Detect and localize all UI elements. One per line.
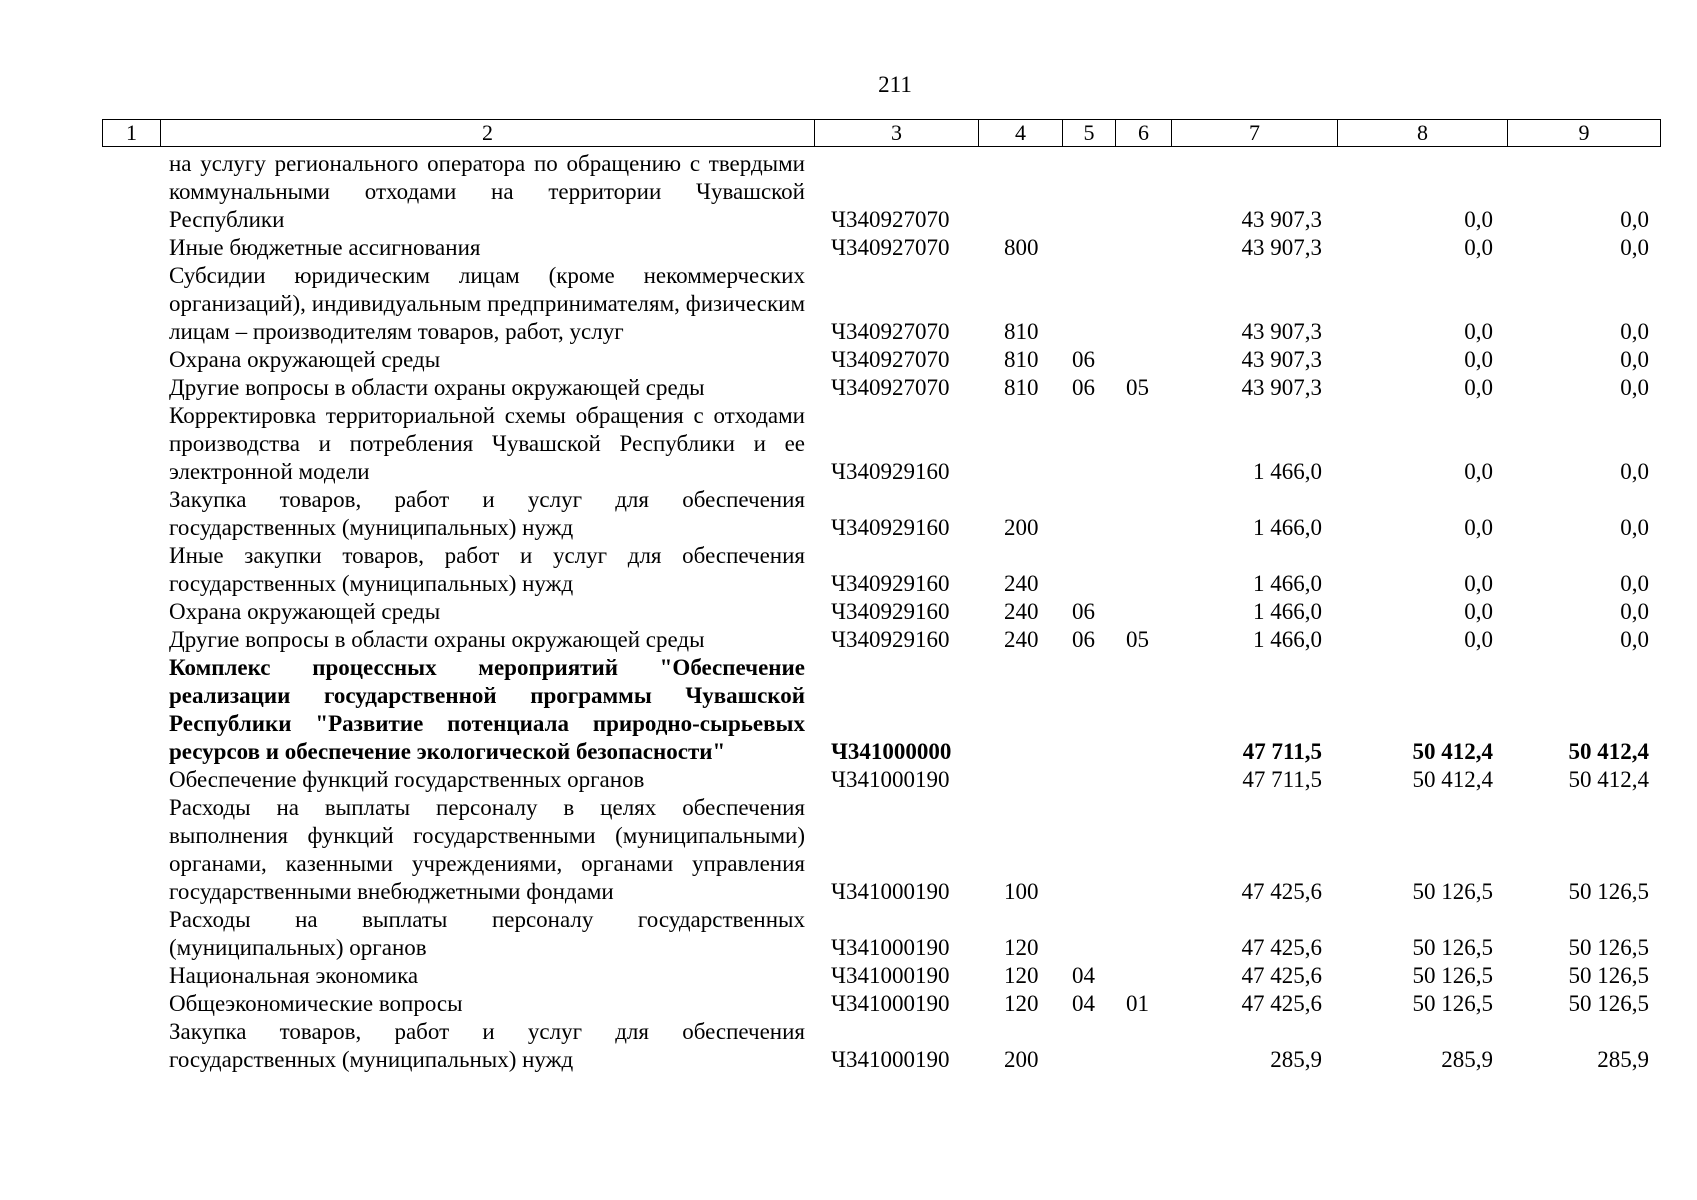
row-amount-3: 0,0: [1620, 627, 1649, 652]
row-target-article: Ч341000190: [831, 879, 950, 904]
row-section: 06: [1072, 347, 1095, 372]
row-target-article: Ч340927070: [831, 319, 950, 344]
row-amount-2: 0,0: [1464, 207, 1493, 232]
header-col-8: 8: [1338, 120, 1508, 146]
table-row: [0, 486, 1697, 542]
row-expense-type: 120: [1004, 991, 1039, 1016]
table-row: [0, 990, 1697, 1018]
row-name: Расходы на выплаты персоналу государственных (муниципальных) органов: [169, 907, 805, 960]
row-amount-2: 50 412,4: [1412, 739, 1493, 764]
table-row: [0, 766, 1697, 794]
table-row: [0, 542, 1697, 598]
row-amount-1: 1 466,0: [1253, 599, 1322, 624]
table-row: [0, 402, 1697, 486]
row-expense-type: 200: [1004, 515, 1039, 540]
row-name: Охрана окружающей среды: [169, 347, 441, 372]
row-amount-3: 50 126,5: [1568, 879, 1649, 904]
row-amount-3: 0,0: [1620, 235, 1649, 260]
row-amount-3: 0,0: [1620, 459, 1649, 484]
row-target-article: Ч340927070: [831, 207, 950, 232]
row-target-article: Ч340929160: [831, 459, 950, 484]
row-amount-3: 50 126,5: [1568, 963, 1649, 988]
row-target-article: Ч341000190: [831, 767, 950, 792]
row-subsection: 05: [1126, 375, 1149, 400]
table-row: [0, 626, 1697, 654]
page-number: 211: [878, 72, 912, 97]
row-amount-1: 47 425,6: [1241, 879, 1322, 904]
row-target-article: Ч341000190: [831, 935, 950, 960]
row-subsection: 05: [1126, 627, 1149, 652]
row-target-article: Ч340929160: [831, 515, 950, 540]
row-subsection: 01: [1126, 991, 1149, 1016]
row-amount-1: 1 466,0: [1253, 571, 1322, 596]
row-amount-1: 1 466,0: [1253, 627, 1322, 652]
row-amount-3: 0,0: [1620, 319, 1649, 344]
table-row: [0, 1018, 1697, 1074]
table-row: [0, 346, 1697, 374]
header-col-9: 9: [1578, 120, 1590, 145]
row-target-article: Ч340929160: [831, 599, 950, 624]
row-amount-3: 50 412,4: [1568, 739, 1649, 764]
row-section: 06: [1072, 599, 1095, 624]
row-expense-type: 120: [1004, 963, 1039, 988]
row-target-article: Ч341000190: [831, 963, 950, 988]
header-col-4: 4: [979, 120, 1063, 146]
row-name: Корректировка территориальной схемы обращения с отходами производства и потребления Чувашской Республики и ее электронной модели: [169, 403, 805, 484]
table-row: [0, 654, 1697, 766]
row-name: Закупка товаров, работ и услуг для обеспечения государственных (муниципальных) нужд: [169, 487, 805, 540]
table-row: [0, 234, 1697, 262]
row-amount-2: 0,0: [1464, 515, 1493, 540]
header-col-5: 5: [1063, 120, 1116, 146]
row-amount-2: 285,9: [1441, 1047, 1493, 1072]
table-body: [0, 150, 1697, 1074]
header-col-2: 2: [161, 120, 815, 146]
row-target-article: Ч340929160: [831, 571, 950, 596]
row-amount-1: 47 425,6: [1241, 963, 1322, 988]
row-name: Закупка товаров, работ и услуг для обеспечения государственных (муниципальных) нужд: [169, 1019, 805, 1072]
row-amount-3: 0,0: [1620, 571, 1649, 596]
row-expense-type: 810: [1004, 347, 1039, 372]
row-name: Национальная экономика: [169, 963, 419, 988]
row-amount-1: 43 907,3: [1241, 347, 1322, 372]
row-amount-2: 0,0: [1464, 627, 1493, 652]
row-expense-type: 100: [1004, 879, 1039, 904]
row-expense-type: 200: [1004, 1047, 1039, 1072]
row-amount-3: 0,0: [1620, 207, 1649, 232]
row-name: на услугу регионального оператора по обращению с твердыми коммунальными отходами на территории Чувашской Республики: [169, 151, 805, 232]
row-name: Комплекс процессных мероприятий "Обеспечение реализации государственной программы Чувашской Республики "Развитие потенциала природно-сырьевых ресурсов и обеспечение экологической безопасности": [169, 655, 805, 764]
row-amount-2: 0,0: [1464, 571, 1493, 596]
row-amount-1: 47 711,5: [1242, 767, 1322, 792]
table-row: [0, 262, 1697, 346]
header-col-6: 6: [1116, 120, 1172, 146]
row-expense-type: 240: [1004, 571, 1039, 596]
row-expense-type: 810: [1004, 375, 1039, 400]
row-expense-type: 810: [1004, 319, 1039, 344]
row-amount-3: 50 126,5: [1568, 991, 1649, 1016]
table-row: [0, 598, 1697, 626]
row-amount-2: 50 126,5: [1412, 935, 1493, 960]
row-amount-1: 43 907,3: [1241, 235, 1322, 260]
row-section: 06: [1072, 627, 1095, 652]
header-col-7: 7: [1172, 120, 1338, 146]
row-amount-1: 47 425,6: [1241, 991, 1322, 1016]
row-name: Охрана окружающей среды: [169, 599, 441, 624]
row-amount-3: 0,0: [1620, 375, 1649, 400]
row-target-article: Ч340927070: [831, 347, 950, 372]
row-expense-type: 240: [1004, 627, 1039, 652]
row-amount-2: 50 126,5: [1412, 879, 1493, 904]
row-section: 04: [1072, 963, 1095, 988]
row-expense-type: 120: [1004, 935, 1039, 960]
header-col-1: 1: [103, 120, 161, 146]
row-amount-1: 1 466,0: [1253, 515, 1322, 540]
row-amount-1: 47 711,5: [1242, 739, 1322, 764]
row-amount-1: 47 425,6: [1241, 935, 1322, 960]
table-row: [0, 794, 1697, 906]
row-amount-2: 50 412,4: [1412, 767, 1493, 792]
table-row: [0, 374, 1697, 402]
row-amount-2: 0,0: [1464, 319, 1493, 344]
row-amount-2: 50 126,5: [1412, 991, 1493, 1016]
row-amount-2: 0,0: [1464, 375, 1493, 400]
row-amount-2: 0,0: [1464, 235, 1493, 260]
row-target-article: Ч340927070: [831, 235, 950, 260]
header-col-3: 3: [815, 120, 979, 146]
row-section: 06: [1072, 375, 1095, 400]
row-name: Иные бюджетные ассигнования: [169, 235, 481, 260]
row-amount-3: 50 126,5: [1568, 935, 1649, 960]
row-amount-3: 0,0: [1620, 599, 1649, 624]
row-amount-3: 0,0: [1620, 347, 1649, 372]
row-target-article: Ч340927070: [831, 375, 950, 400]
row-amount-2: 0,0: [1464, 459, 1493, 484]
row-section: 04: [1072, 991, 1095, 1016]
row-amount-3: 0,0: [1620, 515, 1649, 540]
row-name: Обеспечение функций государственных органов: [169, 767, 645, 792]
row-amount-1: 43 907,3: [1241, 207, 1322, 232]
row-expense-type: 240: [1004, 599, 1039, 624]
row-name: Другие вопросы в области охраны окружающей среды: [169, 375, 705, 400]
row-amount-2: 0,0: [1464, 599, 1493, 624]
row-amount-1: 43 907,3: [1241, 375, 1322, 400]
row-name: Расходы на выплаты персоналу в целях обеспечения выполнения функций государственными (муниципальными) органами, казенными учреждениями, органами управления государственными внебюджетными фондами: [169, 795, 805, 904]
row-target-article: Ч341000190: [831, 991, 950, 1016]
row-amount-1: 1 466,0: [1253, 459, 1322, 484]
table-row: [0, 906, 1697, 962]
row-name: Субсидии юридическим лицам (кроме некоммерческих организаций), индивидуальным предпринимателям, физическим лицам – производителям товаров, работ, услуг: [169, 263, 805, 344]
table-row: [0, 962, 1697, 990]
table-row: [0, 150, 1697, 234]
row-target-article: Ч340929160: [831, 627, 950, 652]
row-name: Иные закупки товаров, работ и услуг для обеспечения государственных (муниципальных) нужд: [169, 543, 805, 596]
row-name: Общеэкономические вопросы: [169, 991, 463, 1016]
row-amount-2: 50 126,5: [1412, 963, 1493, 988]
row-amount-2: 0,0: [1464, 347, 1493, 372]
row-target-article: Ч341000190: [831, 1047, 950, 1072]
row-amount-3: 50 412,4: [1568, 767, 1649, 792]
row-target-article: Ч341000000: [831, 739, 952, 764]
table-header: [102, 119, 1661, 147]
row-amount-3: 285,9: [1597, 1047, 1649, 1072]
row-name: Другие вопросы в области охраны окружающей среды: [169, 627, 705, 652]
row-amount-1: 285,9: [1270, 1047, 1322, 1072]
row-amount-1: 43 907,3: [1241, 319, 1322, 344]
row-expense-type: 800: [1004, 235, 1039, 260]
